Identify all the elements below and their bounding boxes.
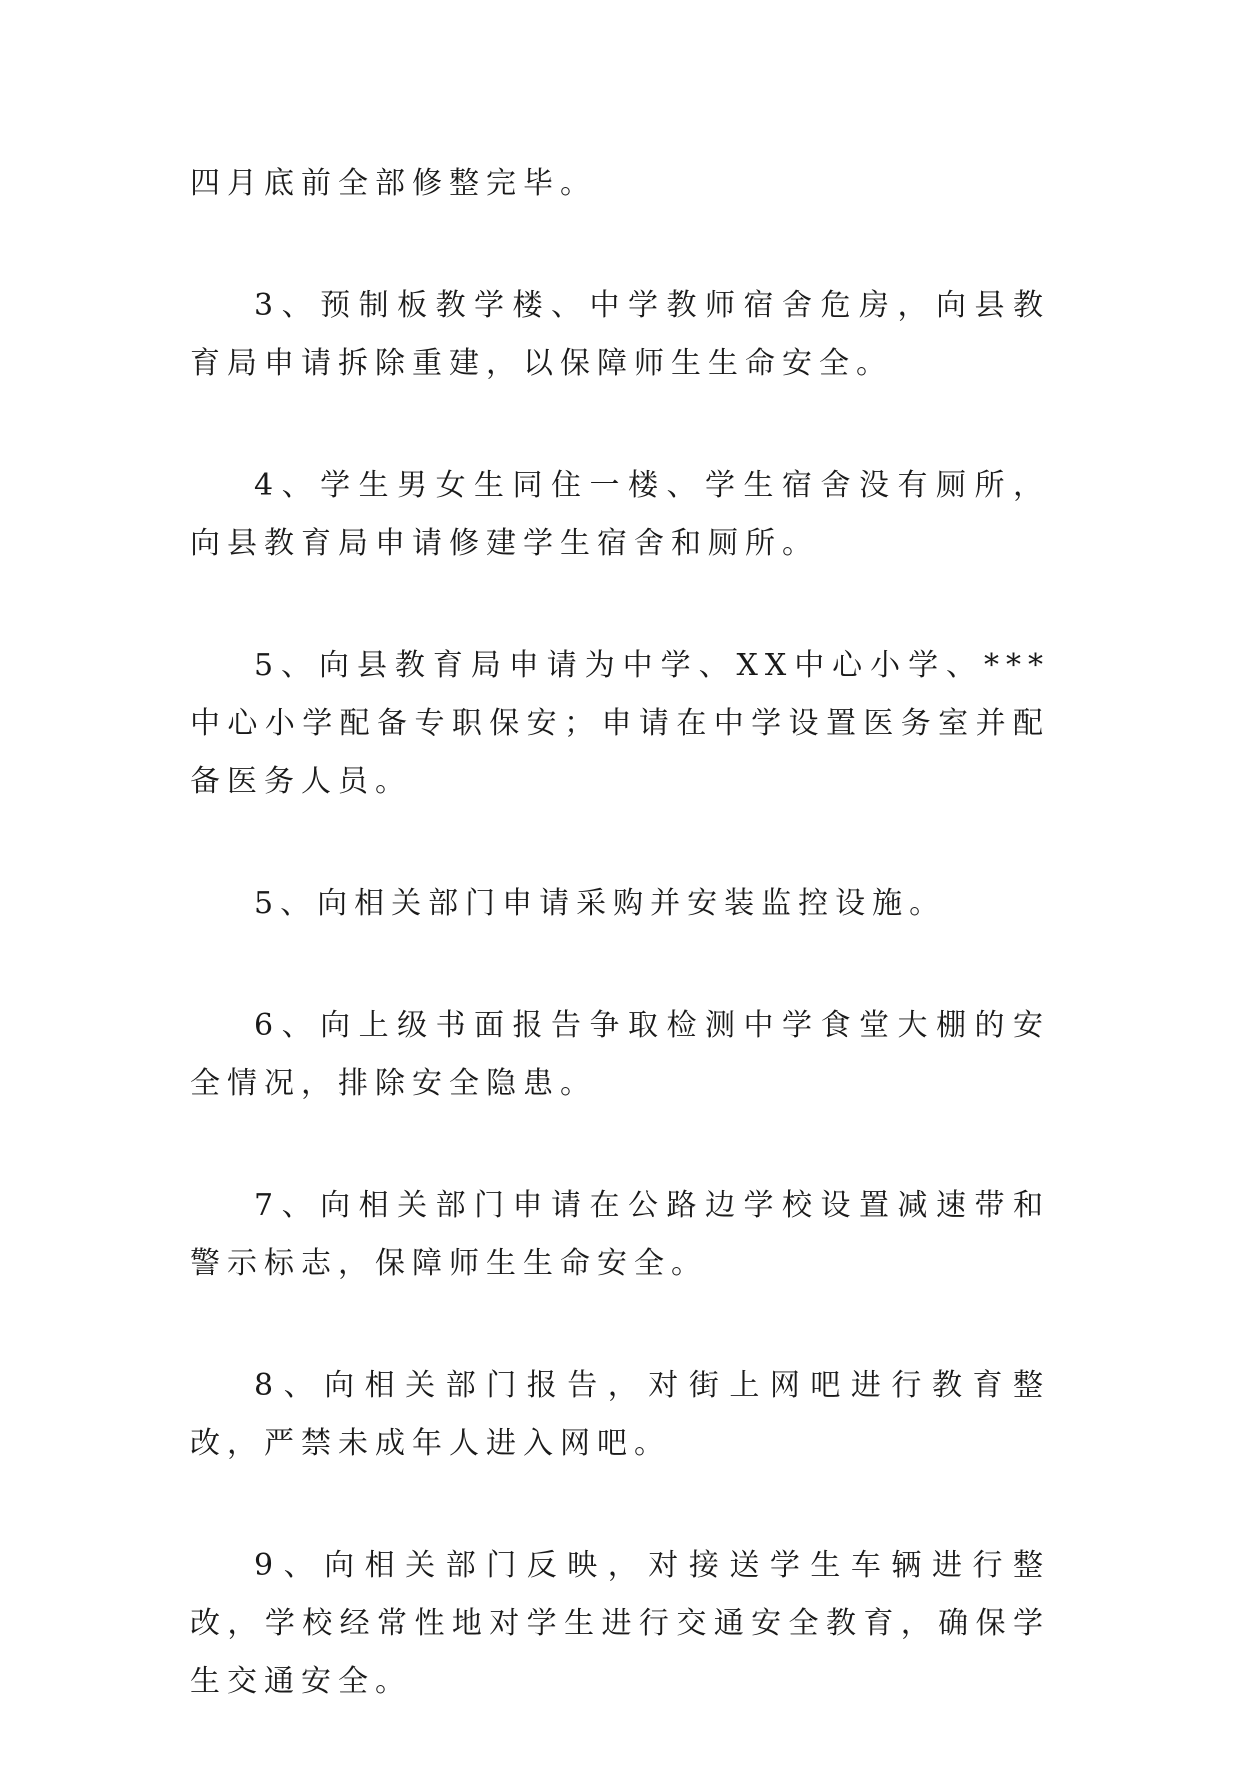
paragraph-item-3: 3、预制板教学楼、中学教师宿舍危房，向县教育局申请拆除重建，以保障师生生命安全。 xyxy=(190,288,1050,381)
paragraph-continuation: 四月底前全部修整完毕。 xyxy=(190,166,597,201)
paragraph-item-7: 7、向相关部门申请在公路边学校设置减速带和警示标志，保障师生生命安全。 xyxy=(190,1188,1050,1281)
paragraph-item-5a: 5、向县教育局申请为中学、XX中心小学、***中心小学配备专职保安；申请在中学设置医务室并配备医务人员。 xyxy=(190,648,1050,799)
paragraph-item-8: 8、向相关部门报告，对街上网吧进行教育整改，严禁未成年人进入网吧。 xyxy=(190,1368,1050,1461)
document-body xyxy=(190,155,1050,1775)
paragraph-item-5b: 5、向相关部门申请采购并安装监控设施。 xyxy=(254,886,947,921)
paragraph-item-6: 6、向上级书面报告争取检测中学食堂大棚的安全情况，排除安全隐患。 xyxy=(190,1008,1050,1101)
paragraph-item-4: 4、学生男女生同住一楼、学生宿舍没有厕所，向县教育局申请修建学生宿舍和厕所。 xyxy=(190,468,1050,561)
paragraph-item-9: 9、向相关部门反映，对接送学生车辆进行整改，学校经常性地对学生进行交通安全教育，确保学生交通安全。 xyxy=(190,1548,1050,1699)
